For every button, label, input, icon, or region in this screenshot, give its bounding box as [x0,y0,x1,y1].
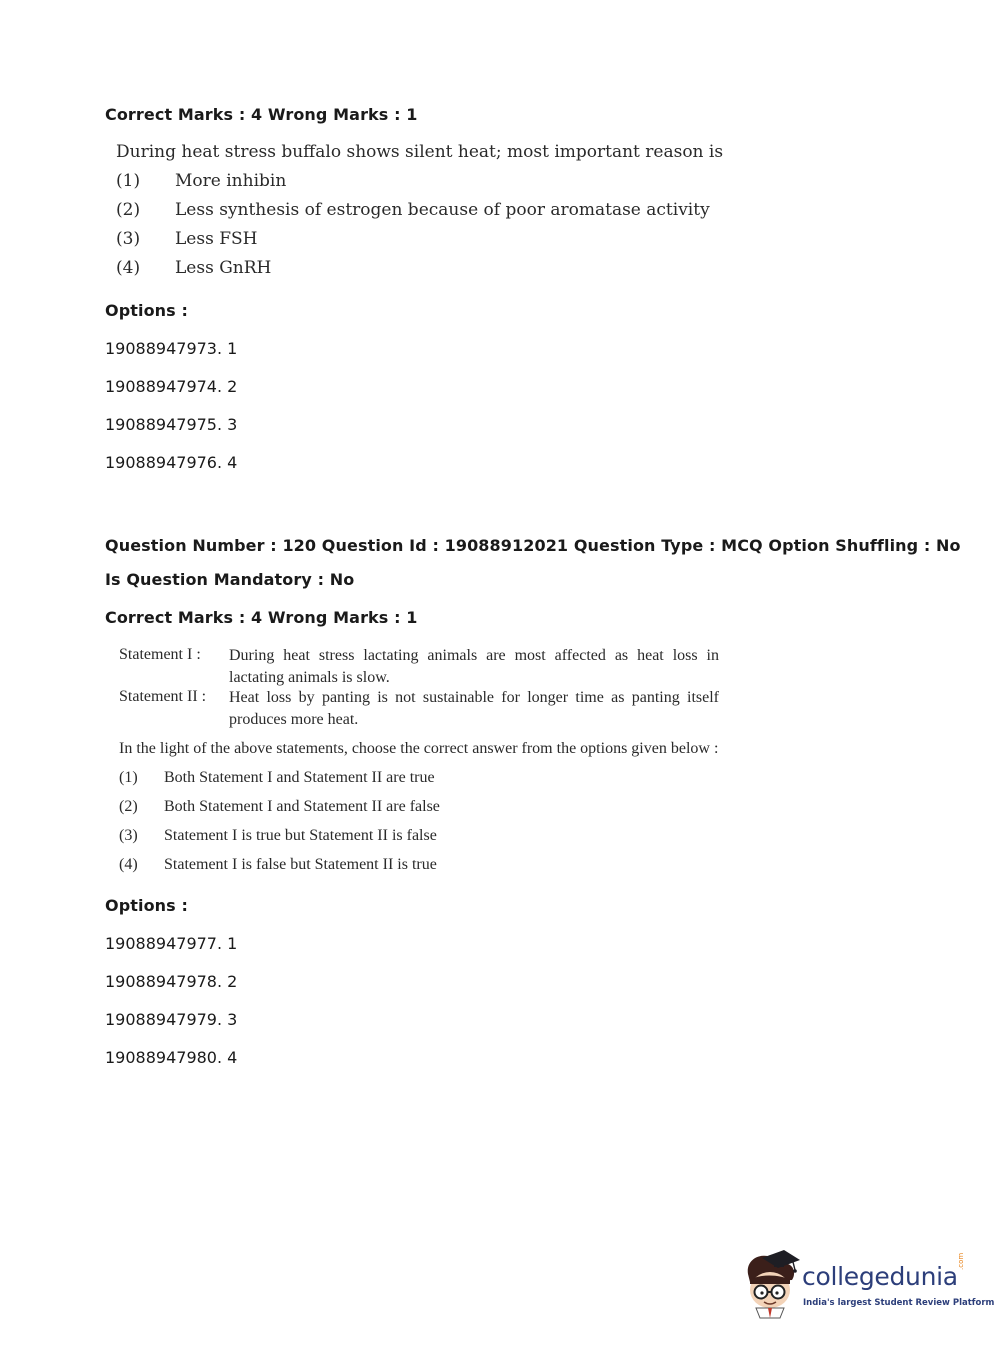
q2-choice-num: (1) [119,769,138,786]
q1-choice-num: (1) [116,171,141,191]
q2-instruction: In the light of the above statements, choose the correct answer from the options given below : [119,740,719,757]
q1-choice-num: (4) [116,258,141,278]
q1-stem: During heat stress buffalo shows silent heat; most important reason is [116,142,724,162]
q1-choice-num: (2) [116,200,141,220]
q2-option: 19088947979. 3 [105,1010,238,1029]
q1-option: 19088947974. 2 [105,377,238,396]
q2-statement1-text: During heat stress lactating animals are most affected as heat loss in lactating animals is slow. [229,647,719,686]
q2-header: Question Number : 120 Question Id : 19088912021 Question Type : MCQ Option Shuffling : No [105,536,961,555]
q2-statement1-label: Statement I : [119,646,201,663]
q1-choice-num: (3) [116,229,141,249]
q2-choice-num: (2) [119,798,138,815]
q2-marks: Correct Marks : 4 Wrong Marks : 1 [105,608,418,627]
q2-choice-text: Both Statement I and Statement II are false [164,798,440,815]
q1-options-label: Options : [105,301,188,320]
q1-option: 19088947976. 4 [105,453,238,472]
q1-marks: Correct Marks : 4 Wrong Marks : 1 [105,105,418,124]
q2-choice-text: Statement I is false but Statement II is true [164,856,437,873]
q2-statement2-text: Heat loss by panting is not sustainable for longer time as panting itself produces more heat. [229,689,719,728]
q2-choice-text: Statement I is true but Statement II is false [164,827,437,844]
mascot-icon [740,1248,802,1320]
logo-name: collegedunia [802,1262,958,1291]
collegedunia-logo[interactable] [740,1248,995,1323]
q2-mandatory: Is Question Mandatory : No [105,570,355,589]
q2-option: 19088947978. 2 [105,972,238,991]
q2-options-label: Options : [105,896,188,915]
q1-choice-text: Less GnRH [175,258,272,278]
q2-option: 19088947977. 1 [105,934,238,953]
q2-choice-num: (3) [119,827,138,844]
q2-choice-text: Both Statement I and Statement II are true [164,769,435,786]
q1-option: 19088947975. 3 [105,415,238,434]
logo-com: .com [957,1252,965,1270]
q1-choice-text: More inhibin [175,171,287,191]
q2-option: 19088947980. 4 [105,1048,238,1067]
q2-choice-num: (4) [119,856,138,873]
q2-statement2-label: Statement II : [119,688,207,705]
q1-choice-text: Less FSH [175,229,258,249]
q1-choice-text: Less synthesis of estrogen because of poor aromatase activity [175,200,710,220]
q1-option: 19088947973. 1 [105,339,238,358]
logo-tagline: India's largest Student Review Platform [803,1298,995,1308]
